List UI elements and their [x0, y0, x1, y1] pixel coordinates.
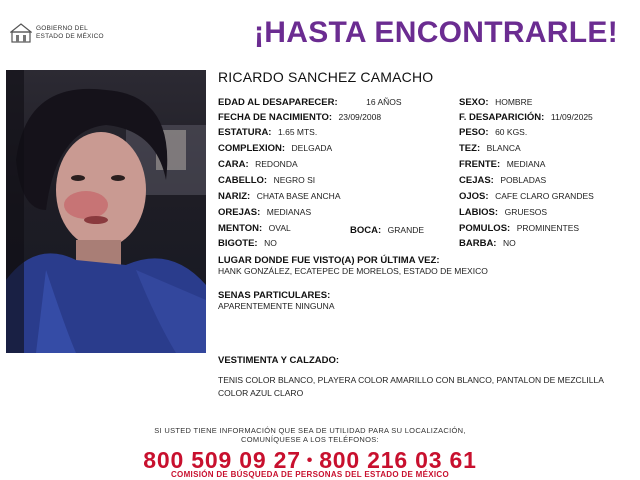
attire-title: VESTIMENTA Y CALZADO:	[218, 355, 340, 366]
marks-title: SENAS PARTICULARES:	[218, 290, 331, 301]
field-nariz	[218, 190, 340, 203]
marks-text: APARENTEMENTE NINGUNA	[218, 301, 335, 311]
field-nacimiento	[218, 111, 381, 124]
complexion-label: COMPLEXION:	[218, 143, 286, 154]
logo-line-2: ESTADO DE MÉXICO	[36, 33, 104, 40]
person-name: RICARDO SANCHEZ CAMACHO	[218, 69, 434, 85]
cabello-value: NEGRO SI	[273, 175, 316, 185]
field-orejas	[218, 206, 311, 219]
field-ojos	[459, 190, 594, 203]
ojos-label: OJOS:	[459, 191, 489, 202]
bigote-label: BIGOTE:	[218, 238, 258, 249]
headline: ¡HASTA ENCONTRARLE!	[254, 16, 619, 49]
pomulos-value: PROMINENTES	[516, 223, 580, 233]
cara-label: CARA:	[218, 159, 249, 170]
bigote-value: NO	[264, 238, 277, 248]
nacimiento-label: FECHA DE NACIMIENTO:	[218, 112, 332, 123]
field-frente	[459, 158, 545, 171]
complexion-value: DELGADA	[291, 143, 333, 153]
labios-value: GRUESOS	[504, 207, 548, 217]
estatura-label: ESTATURA:	[218, 127, 272, 138]
labios-label: LABIOS:	[459, 207, 499, 218]
nariz-label: NARIZ:	[218, 191, 251, 202]
sexo-label: SEXO:	[459, 97, 489, 108]
cejas-label: CEJAS:	[459, 175, 494, 186]
portrait-illustration	[6, 70, 206, 353]
field-boca	[350, 224, 424, 237]
frente-value: MEDIANA	[506, 159, 546, 169]
field-estatura	[218, 126, 317, 139]
last-seen-text: HANK GONZÁLEZ, ECATEPEC DE MORELOS, ESTADO DE MEXICO	[218, 266, 488, 276]
peso-label: PESO:	[459, 127, 489, 138]
sexo-value: HOMBRE	[495, 97, 533, 107]
field-cejas	[459, 174, 546, 187]
field-labios	[459, 206, 547, 219]
frente-label: FRENTE:	[459, 159, 501, 170]
field-complexion	[218, 142, 332, 155]
footer-note-1: SI USTED TIENE INFORMACIÓN QUE SEA DE UTILIDAD PARA SU LOCALIZACIÓN,	[154, 426, 466, 435]
desaparicion-value: 11/09/2025	[550, 112, 593, 122]
last-seen-title: LUGAR DONDE FUE VISTO(A) POR ÚLTIMA VEZ:	[218, 255, 440, 266]
cejas-value: POBLADAS	[500, 175, 547, 185]
phone-2: 800 216 03 61	[319, 447, 477, 473]
attire-text: TENIS COLOR BLANCO, PLAYERA COLOR AMARILLO CON BLANCO, PANTALON DE MEZCLILLA COLOR AZUL CLARO	[218, 375, 604, 398]
cara-value: REDONDA	[255, 159, 298, 169]
boca-value: GRANDE	[387, 225, 425, 235]
desaparicion-label: F. DESAPARICIÓN:	[459, 112, 545, 123]
field-tez	[459, 142, 521, 155]
barba-label: BARBA:	[459, 238, 497, 249]
field-cara	[218, 158, 298, 171]
field-menton	[218, 222, 291, 235]
field-edad	[218, 96, 402, 109]
cabello-label: CABELLO:	[218, 175, 268, 186]
tez-label: TEZ:	[459, 143, 481, 154]
estatura-value: 1.65 MTS.	[278, 127, 318, 137]
menton-label: MENTON:	[218, 223, 263, 234]
nariz-value: CHATA BASE ANCHA	[256, 191, 341, 201]
boca-label: BOCA:	[350, 225, 382, 236]
missing-person-photo	[6, 70, 206, 353]
orejas-label: OREJAS:	[218, 207, 261, 218]
barba-value: NO	[502, 238, 516, 248]
logo-line-1: GOBIERNO DEL	[36, 25, 88, 32]
peso-value: 60 KGS.	[495, 127, 528, 137]
tez-value: BLANCA	[486, 143, 521, 153]
field-barba	[459, 237, 516, 250]
state-emblem-icon	[10, 22, 32, 44]
government-logo	[10, 22, 120, 46]
footer-note-2: COMUNÍQUESE A LOS TELÉFONOS:	[241, 435, 379, 444]
field-cabello	[218, 174, 315, 187]
pomulos-label: POMULOS:	[459, 223, 511, 234]
field-peso	[459, 126, 527, 139]
field-pomulos	[459, 222, 579, 235]
phone-separator: •	[306, 452, 314, 469]
field-bigote	[218, 237, 277, 250]
edad-value: 16 AÑOS	[366, 97, 402, 107]
nacimiento-value: 23/09/2008	[338, 112, 382, 122]
edad-label: EDAD AL DESAPARECER:	[218, 97, 338, 108]
field-sexo	[459, 96, 532, 109]
field-desaparicion	[459, 111, 593, 124]
ojos-value: CAFE CLARO GRANDES	[495, 191, 594, 201]
commission-name: COMISIÓN DE BÚSQUEDA DE PERSONAS DEL ESTADO DE MÉXICO	[170, 470, 449, 479]
orejas-value: MEDIANAS	[266, 207, 312, 217]
phone-1: 800 509 09 27	[143, 447, 301, 473]
menton-value: OVAL	[268, 223, 291, 233]
